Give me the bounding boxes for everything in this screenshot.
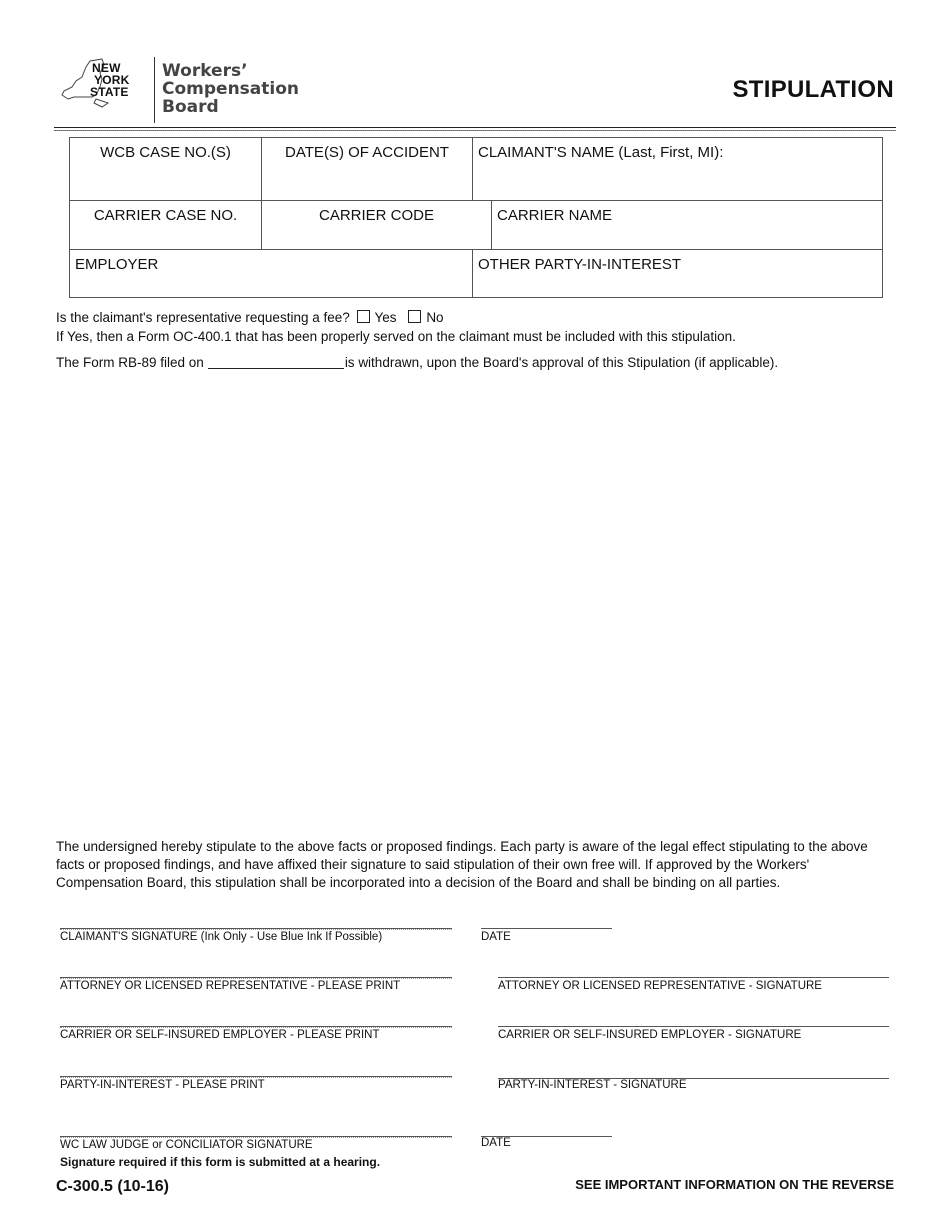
stipulation-text: The undersigned hereby stipulate to the above facts or proposed findings. Each party is aware of the legal effect stipulating to the above facts or proposed findings, and have affixed their signature to said stipulation of their own free will. If approved by the Workers' Compensation Board, this stipulation shall be incorporated into a decision of the Board and shall be binding on all parties. [56,839,868,890]
attorney-signature-line[interactable] [498,977,889,978]
fee-yes-label: Yes [374,310,397,325]
party-signature-label: PARTY-IN-INTEREST - SIGNATURE [498,1079,687,1091]
agency-name [162,62,299,116]
state-word-state: STATE [90,85,129,99]
claimant-name-field[interactable] [472,137,883,201]
employer-label: EMPLOYER [75,256,159,273]
wcb-case-no-field[interactable] [69,137,262,201]
carrier-code-label: CARRIER CODE [318,207,434,224]
carrier-signature-line[interactable] [498,1026,889,1027]
attorney-print-line[interactable] [60,977,452,979]
fee-yes-checkbox[interactable] [357,310,370,323]
carrier-case-no-label: CARRIER CASE NO. [93,207,238,224]
reverse-note: SEE IMPORTANT INFORMATION ON THE REVERSE [575,1177,894,1192]
carrier-code-field[interactable] [261,200,492,250]
agency-line-1: Workers’ [162,61,248,81]
carrier-signature-label: CARRIER OR SELF-INSURED EMPLOYER - SIGNATURE [498,1029,802,1041]
carrier-name-label: CARRIER NAME [497,207,613,224]
nys-logo [60,57,155,127]
form-number: C-300.5 (10-16) [56,1178,169,1195]
claimant-name-label: CLAIMANT'S NAME (Last, First, MI): [478,144,724,161]
claimant-signature-label: CLAIMANT'S SIGNATURE (Ink Only - Use Blue Ink If Possible) [60,931,383,943]
judge-signature-label: WC LAW JUDGE or CONCILIATOR SIGNATURE [60,1139,313,1151]
hearing-note: Signature required if this form is submitted at a hearing. [60,1155,381,1169]
attorney-print-label: ATTORNEY OR LICENSED REPRESENTATIVE - PLEASE PRINT [60,980,401,992]
party-print-label: PARTY-IN-INTEREST - PLEASE PRINT [60,1079,265,1091]
attorney-signature-label: ATTORNEY OR LICENSED REPRESENTATIVE - SIGNATURE [498,980,822,992]
rb89-after: is withdrawn, upon the Board's approval of this Stipulation (if applicable). [344,355,779,370]
date2-label: DATE [481,1137,511,1149]
fee-question-row [56,310,444,325]
other-party-field[interactable] [472,249,883,298]
fee-question: Is the claimant's representative requesting a fee? [56,310,350,325]
carrier-name-field[interactable] [491,200,883,250]
wcb-case-no-label: WCB CASE NO.(S) [100,144,231,161]
state-word-york: YORK [94,73,130,87]
carrier-print-line[interactable] [60,1026,452,1028]
state-word-new: NEW [92,61,121,75]
carrier-case-no-field[interactable] [69,200,262,250]
header-rule-dotted [54,130,896,131]
other-party-label: OTHER PARTY-IN-INTEREST [478,256,682,273]
agency-line-2: Compensation [162,79,299,99]
date-of-accident-label: DATE(S) OF ACCIDENT [285,144,449,161]
rb89-row [56,355,778,370]
employer-field[interactable] [69,249,473,298]
fee-no-label: No [426,310,444,325]
fee-no-checkbox[interactable] [408,310,421,323]
form-title: STIPULATION [732,76,894,103]
rb89-before: The Form RB-89 filed on [56,355,204,370]
logo-divider [154,57,155,123]
date1-line[interactable] [481,928,612,929]
agency-line-3: Board [162,97,219,117]
rb89-date-input[interactable] [208,356,344,369]
date1-label: DATE [481,931,511,943]
claimant-signature-line[interactable] [60,928,452,930]
date-of-accident-field[interactable] [261,137,473,201]
party-print-line[interactable] [60,1076,452,1078]
fee-note: If Yes, then a Form OC-400.1 that has been properly served on the claimant must be included with this stipulation. [56,329,736,344]
judge-signature-line[interactable] [60,1136,452,1138]
carrier-print-label: CARRIER OR SELF-INSURED EMPLOYER - PLEASE PRINT [60,1029,380,1041]
